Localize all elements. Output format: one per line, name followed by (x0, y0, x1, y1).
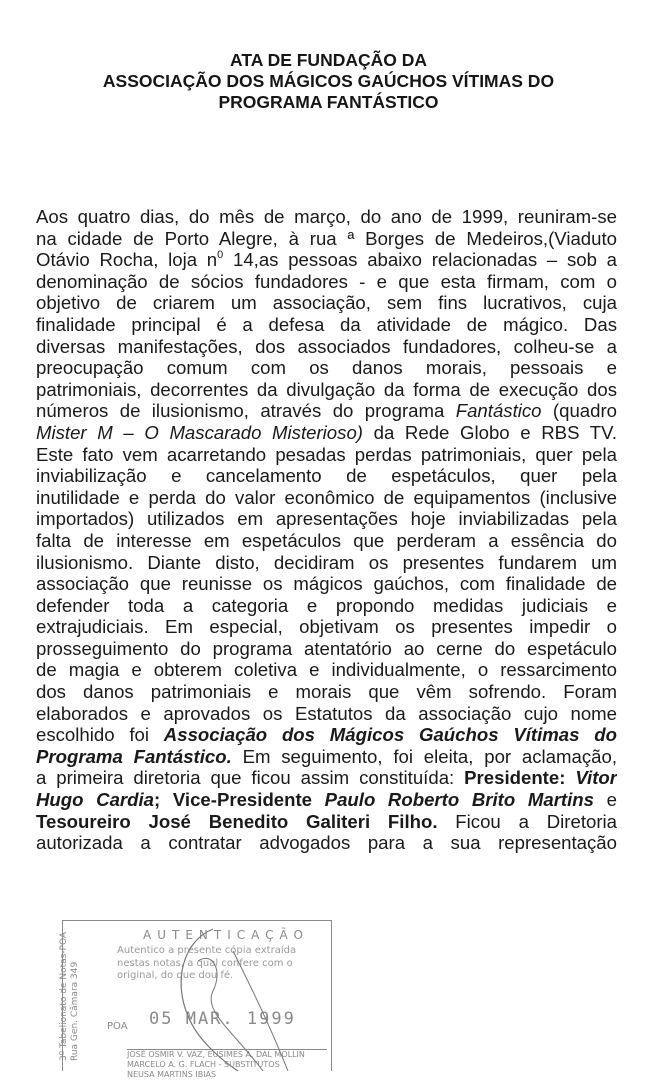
body-line: associação que reunisse os mágicos gaúchos, com finalidade de (36, 573, 617, 595)
body-line: extrajudiciais. Em especial, objetivam os presentes impedir o (36, 616, 617, 638)
stamp-date: 05 MAR. 1999 (149, 1009, 296, 1029)
text-run: (quadro (541, 400, 617, 422)
body-line: autorizada a contratar advogados para a sua representação (36, 832, 617, 854)
stamp-sub-line: NEUSA MARTINS IBIAS (127, 1070, 217, 1079)
handwritten-signature (63, 921, 331, 1071)
stamp-text: Autentico a presente cópia extraída nestas notas, a qual confere com o original, do que dou fé. (117, 945, 297, 981)
body-line: denominação de sócios fundadores - e que esta firmam, com o (36, 270, 617, 292)
body-line: defender toda a categoria e propondo medidas judiciais e (36, 594, 617, 616)
body-line: inutilidade e perda do valor econômico de equipamentos (inclusive (36, 486, 617, 508)
role-and-name: Tesoureiro José Benedito Galiteri Filho. (36, 810, 438, 832)
body-line: finalidade principal é a defesa da atividade de mágico. Das (36, 313, 617, 335)
text-run: números de ilusionismo, através do programa (36, 400, 456, 422)
text-run: a primeira diretoria que ficou assim constituída: (36, 767, 465, 789)
body-line (36, 811, 617, 833)
body-line (36, 746, 617, 768)
body-line (36, 724, 617, 746)
body-line: preocupação comum com os danos morais, pessoais e (36, 357, 617, 379)
document-title (0, 50, 657, 113)
title-line: ATA DE FUNDAÇÃO DA (229, 50, 428, 70)
stamp-sub-line: JOSÉ OSMIR V. VAZ, EUSIMES A. DAL MOLLIN (127, 1050, 305, 1059)
body-line (36, 767, 617, 789)
body-line: Aos quatro dias, do mês de março, do ano de 1999, reuniram-se (36, 206, 617, 227)
stamp-city: POA (107, 1021, 128, 1032)
text-run: Otávio Rocha, loja n (36, 249, 218, 271)
body-line: importados) utilizados em apresentações hoje inviabilizadas pela (36, 508, 617, 530)
body-line (36, 422, 617, 444)
text-run: 14,as pessoas abaixo relacionadas – sob a (223, 249, 617, 271)
body-line: prosseguimento do programa atentatório ao cerne do espetáculo (36, 637, 617, 659)
body-line: objetivo de criarem um associação, sem fins lucrativos, cuja (36, 292, 617, 314)
body-line (36, 789, 617, 811)
body-line: ilusionismo. Diante disto, decidiram os presentes fundarem um (36, 551, 617, 573)
body-line (36, 249, 617, 271)
person-name: Paulo Roberto Brito Martins (324, 789, 594, 811)
role-label: Presidente: (464, 767, 576, 789)
text-run: Em seguimento, foi eleita, por aclamação, (231, 745, 617, 767)
person-name: Vitor (575, 767, 617, 789)
association-name: Programa Fantástico. (36, 745, 232, 767)
segment-name: Mister M – O Mascarado Misterioso) (36, 421, 363, 443)
stamp-side-line: Rua Gen. Câmara 349 (70, 961, 80, 1061)
program-name: Fantástico (455, 400, 542, 422)
superscript: 0 (217, 249, 224, 262)
text-run: escolhido foi (36, 724, 164, 746)
role-label: ; Vice-Presidente (154, 789, 325, 811)
body-line: falta de interesse em espetáculos que perderam a essência do (36, 529, 617, 551)
association-name: Associação dos Mágicos Gaúchos Vítimas do (163, 724, 617, 746)
title-line: PROGRAMA FANTÁSTICO (218, 92, 439, 112)
stamp-heading: AUTENTICAÇÃO (143, 928, 309, 942)
body-line: de magia e obterem coletiva e individualmente, o ressarcimento (36, 659, 617, 681)
body-line: patrimoniais, decorrentes da divulgação da forma de execução dos (36, 378, 617, 400)
document-body (36, 206, 617, 854)
title-line: ASSOCIAÇÃO DOS MÁGICOS GAÚCHOS VÍTIMAS DO (102, 71, 555, 91)
body-line: dos danos patrimoniais e morais que vêm sofrendo. Foram (36, 681, 617, 703)
body-line: elaborados e aprovados os Estatutos da associação cujo nome (36, 702, 617, 724)
stamp-side-line: 3º Tabelionato de Notas-POA (59, 931, 69, 1061)
body-line (36, 400, 617, 422)
body-line: na cidade de Porto Alegre, à rua ª Borges de Medeiros,(Viaduto (36, 227, 617, 249)
body-line: inviabilização e cancelamento de espetáculos, quer pela (36, 465, 617, 487)
body-line: Este fato vem acarretando pesadas perdas patrimoniais, quer pela (36, 443, 617, 465)
stamp-sub-line: MARCELO A. G. FLACH - SUBSTITUTOS (127, 1060, 280, 1069)
body-line: diversas manifestações, dos associados fundadores, colheu-se a (36, 335, 617, 357)
authentication-stamp (59, 920, 332, 1079)
text-run: e (594, 789, 617, 811)
text-run: da Rede Globo e RBS TV. (362, 421, 617, 443)
person-name: Hugo Cardia (36, 789, 155, 811)
text-run: Ficou a Diretoria (437, 810, 617, 832)
